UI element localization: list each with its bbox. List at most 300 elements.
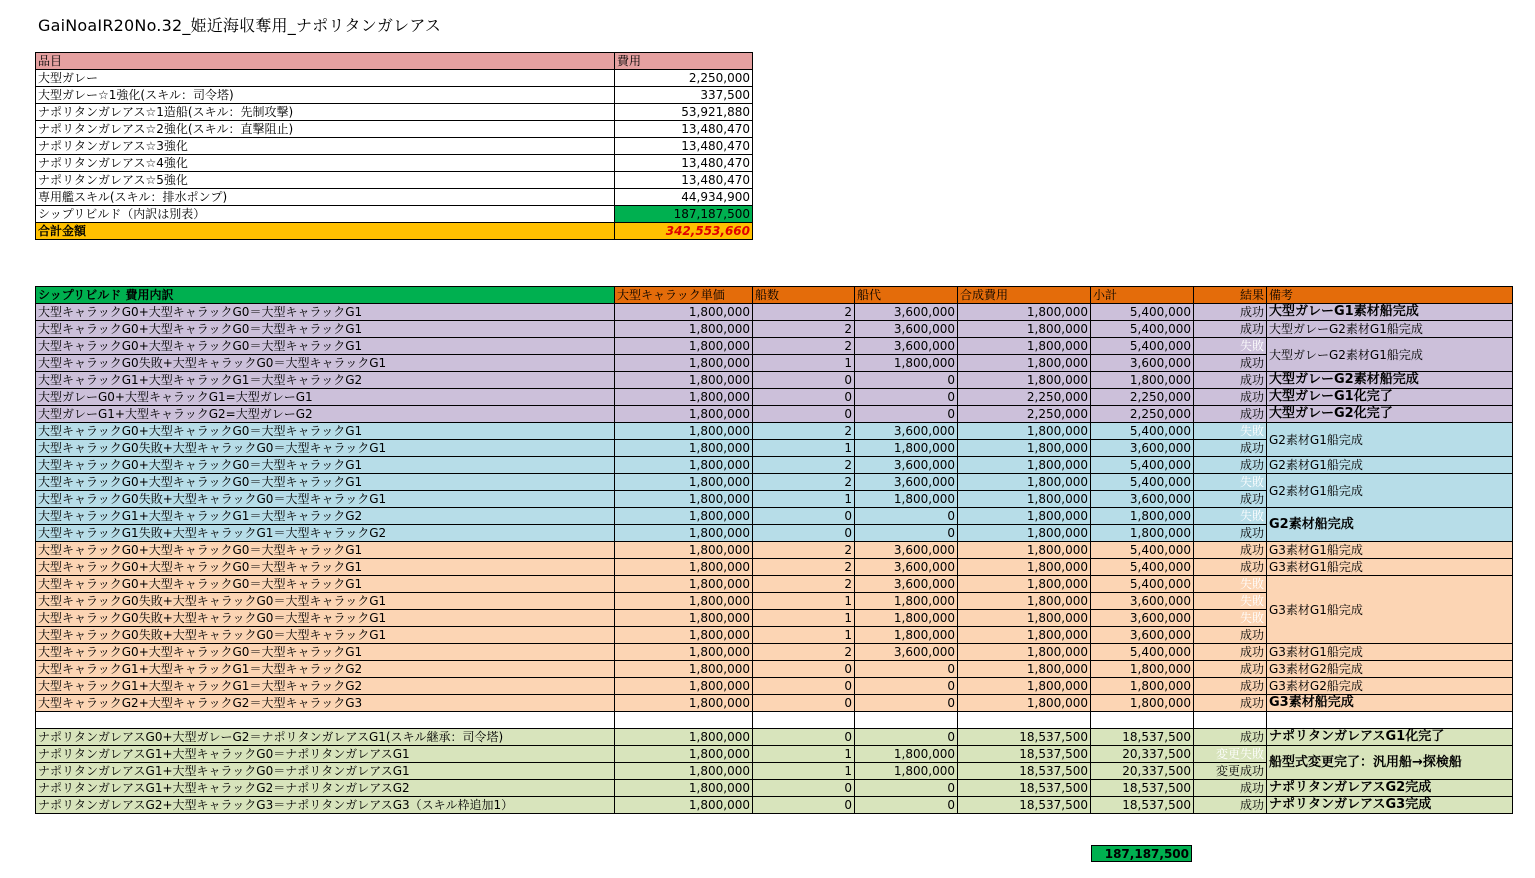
cost-row [36,206,753,223]
row-ship-cost-cell: 3,600,000 [855,304,958,321]
rebuild-row [36,389,1513,406]
row-subtotal-cell: 5,400,000 [1091,542,1194,559]
row-note-cell: G2素材船完成 [1267,508,1513,542]
row-desc-cell: 大型キャラックG2+大型キャラックG2＝大型キャラックG3 [36,695,615,712]
rebuild-row [36,780,1513,797]
row-synth-cost-cell: 1,800,000 [958,576,1091,593]
cost-value-cell: 13,480,470 [615,172,753,189]
row-ship-count-cell: 1 [753,746,855,763]
row-ship-cost-cell: 3,600,000 [855,576,958,593]
row-desc-cell: 大型ガレーG0+大型キャラックG1=大型ガレーG1 [36,389,615,406]
cost-value-cell: 187,187,500 [615,206,753,223]
row-synth-cost-cell: 1,800,000 [958,627,1091,644]
row-synth-cost-cell: 1,800,000 [958,559,1091,576]
header-result: 結果 [1194,287,1267,304]
row-unit-price-cell: 1,800,000 [615,542,753,559]
row-subtotal-cell: 20,337,500 [1091,763,1194,780]
row-ship-count-cell: 2 [753,644,855,661]
row-synth-cost-cell: 1,800,000 [958,610,1091,627]
cost-row [36,155,753,172]
row-note-cell: G3素材G2船完成 [1267,661,1513,678]
rebuild-row [36,576,1513,593]
cost-row [36,121,753,138]
row-subtotal-cell: 2,250,000 [1091,406,1194,423]
row-ship-cost-cell: 0 [855,695,958,712]
header-synth-cost: 合成費用 [958,287,1091,304]
row-ship-count-cell: 0 [753,525,855,542]
rebuild-row [36,542,1513,559]
cost-value-cell: 13,480,470 [615,138,753,155]
row-desc-cell: 大型キャラックG0+大型キャラックG0＝大型キャラックG1 [36,644,615,661]
row-ship-count-cell: 2 [753,304,855,321]
row-ship-cost-cell: 1,800,000 [855,763,958,780]
cost-value-cell: 337,500 [615,87,753,104]
row-subtotal-cell: 2,250,000 [1091,389,1194,406]
row-note-cell: G3素材G1船完成 [1267,542,1513,559]
row-synth-cost-cell: 1,800,000 [958,661,1091,678]
row-desc-cell: 大型キャラックG0失敗+大型キャラックG0＝大型キャラックG1 [36,593,615,610]
row-note-cell: G3素材G2船完成 [1267,678,1513,695]
row-result-cell: 成功 [1194,695,1267,712]
row-result-cell: 成功 [1194,304,1267,321]
row-result-cell: 失敗 [1194,593,1267,610]
row-subtotal-cell: 5,400,000 [1091,304,1194,321]
row-synth-cost-cell: 1,800,000 [958,457,1091,474]
cost-item-cell: 大型ガレー [36,70,615,87]
row-note-cell: ナポリタンガレアスG3完成 [1267,797,1513,814]
row-synth-cost-cell: 1,800,000 [958,525,1091,542]
row-note-cell: G2素材G1船完成 [1267,423,1513,457]
row-synth-cost-cell: 1,800,000 [958,678,1091,695]
row-synth-cost-cell: 18,537,500 [958,797,1091,814]
row-ship-count-cell: 2 [753,576,855,593]
row-ship-count-cell: 2 [753,559,855,576]
row-result-cell: 成功 [1194,661,1267,678]
row-unit-price-cell [615,712,753,729]
row-ship-cost-cell: 1,800,000 [855,440,958,457]
cost-total-row [36,223,753,240]
row-ship-cost-cell [855,712,958,729]
row-subtotal-cell: 5,400,000 [1091,576,1194,593]
row-result-cell: 成功 [1194,797,1267,814]
row-synth-cost-cell: 1,800,000 [958,338,1091,355]
row-desc-cell: 大型キャラックG1+大型キャラックG1＝大型キャラックG2 [36,661,615,678]
row-ship-count-cell: 0 [753,729,855,746]
row-unit-price-cell: 1,800,000 [615,525,753,542]
row-desc-cell: ナポリタンガレアスG1+大型キャラックG0＝ナポリタンガレアスG1 [36,763,615,780]
row-synth-cost-cell: 1,800,000 [958,321,1091,338]
row-ship-count-cell: 1 [753,440,855,457]
row-result-cell: 成功 [1194,389,1267,406]
row-note-cell: 大型ガレーG1化完了 [1267,389,1513,406]
rebuild-row [36,457,1513,474]
row-subtotal-cell: 1,800,000 [1091,661,1194,678]
header-note: 備考 [1267,287,1513,304]
row-desc-cell: 大型キャラックG0+大型キャラックG0＝大型キャラックG1 [36,474,615,491]
rebuild-row [36,559,1513,576]
row-ship-count-cell: 0 [753,780,855,797]
row-subtotal-cell [1091,712,1194,729]
row-subtotal-cell: 5,400,000 [1091,474,1194,491]
row-unit-price-cell: 1,800,000 [615,780,753,797]
row-note-cell: 船型式変更完了：汎用船→探検船 [1267,746,1513,780]
row-unit-price-cell: 1,800,000 [615,423,753,440]
row-ship-cost-cell: 0 [855,797,958,814]
row-subtotal-cell: 3,600,000 [1091,440,1194,457]
row-unit-price-cell: 1,800,000 [615,746,753,763]
cost-row [36,104,753,121]
row-unit-price-cell: 1,800,000 [615,389,753,406]
rebuild-row [36,338,1513,355]
row-result-cell: 変更成功 [1194,763,1267,780]
row-note-cell: 大型ガレーG2化完了 [1267,406,1513,423]
row-unit-price-cell: 1,800,000 [615,355,753,372]
row-ship-cost-cell: 0 [855,661,958,678]
row-ship-count-cell: 0 [753,372,855,389]
row-ship-cost-cell: 1,800,000 [855,593,958,610]
row-note-cell: ナポリタンガレアスG1化完了 [1267,729,1513,746]
row-synth-cost-cell: 1,800,000 [958,695,1091,712]
row-synth-cost-cell: 18,537,500 [958,763,1091,780]
row-synth-cost-cell [958,712,1091,729]
row-unit-price-cell: 1,800,000 [615,678,753,695]
header-unit-price: 大型キャラック単価 [615,287,753,304]
row-result-cell: 成功 [1194,321,1267,338]
row-unit-price-cell: 1,800,000 [615,593,753,610]
cost-value-cell: 44,934,900 [615,189,753,206]
row-ship-count-cell: 1 [753,593,855,610]
row-result-cell: 成功 [1194,406,1267,423]
row-ship-count-cell: 1 [753,627,855,644]
cost-item-cell: 大型ガレー☆1強化(スキル：司令塔) [36,87,615,104]
cost-item-cell: ナポリタンガレアス☆4強化 [36,155,615,172]
row-subtotal-cell: 18,537,500 [1091,797,1194,814]
row-subtotal-cell: 3,600,000 [1091,593,1194,610]
row-synth-cost-cell: 1,800,000 [958,593,1091,610]
rebuild-breakdown-table [35,286,1513,814]
row-note-cell: G3素材船完成 [1267,695,1513,712]
row-desc-cell: ナポリタンガレアスG2+大型キャラックG3＝ナポリタンガレアスG3（スキル枠追加1） [36,797,615,814]
row-unit-price-cell: 1,800,000 [615,508,753,525]
row-result-cell: 失敗 [1194,576,1267,593]
row-result-cell: 成功 [1194,457,1267,474]
rebuild-row [36,797,1513,814]
row-synth-cost-cell: 1,800,000 [958,508,1091,525]
row-unit-price-cell: 1,800,000 [615,321,753,338]
row-desc-cell: 大型キャラックG1+大型キャラックG1＝大型キャラックG2 [36,678,615,695]
row-subtotal-cell: 5,400,000 [1091,338,1194,355]
row-synth-cost-cell: 1,800,000 [958,491,1091,508]
row-subtotal-cell: 5,400,000 [1091,321,1194,338]
cost-row [36,138,753,155]
rebuild-row [36,729,1513,746]
rebuild-row [36,304,1513,321]
row-unit-price-cell: 1,800,000 [615,372,753,389]
row-unit-price-cell: 1,800,000 [615,338,753,355]
row-ship-cost-cell: 0 [855,525,958,542]
row-note-cell [1267,712,1513,729]
row-subtotal-cell: 3,600,000 [1091,627,1194,644]
row-subtotal-cell: 5,400,000 [1091,644,1194,661]
row-unit-price-cell: 1,800,000 [615,627,753,644]
row-desc-cell: 大型キャラックG0+大型キャラックG0＝大型キャラックG1 [36,321,615,338]
row-subtotal-cell: 5,400,000 [1091,559,1194,576]
row-unit-price-cell: 1,800,000 [615,695,753,712]
row-ship-cost-cell: 0 [855,389,958,406]
row-desc-cell: 大型キャラックG0失敗+大型キャラックG0＝大型キャラックG1 [36,627,615,644]
header-subtotal: 小計 [1091,287,1194,304]
row-desc-cell: ナポリタンガレアスG1+大型キャラックG2＝ナポリタンガレアスG2 [36,780,615,797]
cost-value-cell: 13,480,470 [615,155,753,172]
row-ship-cost-cell: 1,800,000 [855,746,958,763]
row-unit-price-cell: 1,800,000 [615,729,753,746]
header-cost: 費用 [615,53,753,70]
row-ship-count-cell: 2 [753,338,855,355]
row-unit-price-cell: 1,800,000 [615,491,753,508]
row-unit-price-cell: 1,800,000 [615,644,753,661]
cost-item-cell: シップリビルド（内訳は別表） [36,206,615,223]
row-synth-cost-cell: 1,800,000 [958,355,1091,372]
row-result-cell: 失敗 [1194,338,1267,355]
row-ship-cost-cell: 1,800,000 [855,491,958,508]
row-subtotal-cell: 18,537,500 [1091,780,1194,797]
row-unit-price-cell: 1,800,000 [615,763,753,780]
cost-row [36,172,753,189]
row-synth-cost-cell: 1,800,000 [958,542,1091,559]
row-desc-cell: 大型キャラックG0+大型キャラックG0＝大型キャラックG1 [36,338,615,355]
rebuild-header-row [36,287,1513,304]
row-note-cell: G2素材G1船完成 [1267,474,1513,508]
row-synth-cost-cell: 1,800,000 [958,372,1091,389]
cost-header-row [36,53,753,70]
row-note-cell: G3素材G1船完成 [1267,576,1513,644]
row-desc-cell [36,712,615,729]
row-note-cell: G3素材G1船完成 [1267,644,1513,661]
row-ship-count-cell: 0 [753,695,855,712]
row-ship-count-cell: 1 [753,763,855,780]
row-ship-count-cell: 2 [753,423,855,440]
row-result-cell: 成功 [1194,440,1267,457]
row-note-cell: G3素材G1船完成 [1267,559,1513,576]
row-ship-count-cell: 0 [753,678,855,695]
cost-value-cell: 53,921,880 [615,104,753,121]
row-unit-price-cell: 1,800,000 [615,797,753,814]
row-desc-cell: ナポリタンガレアスG0+大型ガレーG2＝ナポリタンガレアスG1(スキル継承：司令塔) [36,729,615,746]
cost-item-cell: ナポリタンガレアス☆5強化 [36,172,615,189]
row-desc-cell: 大型キャラックG0+大型キャラックG0＝大型キャラックG1 [36,576,615,593]
row-ship-count-cell: 2 [753,474,855,491]
row-ship-count-cell: 1 [753,610,855,627]
row-desc-cell: 大型キャラックG1+大型キャラックG1＝大型キャラックG2 [36,508,615,525]
row-unit-price-cell: 1,800,000 [615,610,753,627]
grand-total-cell: 187,187,500 [1091,845,1192,862]
row-result-cell: 成功 [1194,780,1267,797]
row-subtotal-cell: 3,600,000 [1091,610,1194,627]
row-ship-count-cell: 0 [753,661,855,678]
row-result-cell: 成功 [1194,525,1267,542]
row-result-cell: 失敗 [1194,508,1267,525]
row-result-cell: 成功 [1194,678,1267,695]
row-note-cell: ナポリタンガレアスG2完成 [1267,780,1513,797]
row-desc-cell: ナポリタンガレアスG1+大型キャラックG0＝ナポリタンガレアスG1 [36,746,615,763]
row-subtotal-cell: 3,600,000 [1091,355,1194,372]
rebuild-row [36,661,1513,678]
header-item: 品目 [36,53,615,70]
row-synth-cost-cell: 1,800,000 [958,304,1091,321]
row-ship-cost-cell: 3,600,000 [855,542,958,559]
row-desc-cell: 大型キャラックG0失敗+大型キャラックG0＝大型キャラックG1 [36,491,615,508]
row-ship-cost-cell: 3,600,000 [855,559,958,576]
row-result-cell: 成功 [1194,644,1267,661]
rebuild-row [36,508,1513,525]
row-unit-price-cell: 1,800,000 [615,474,753,491]
row-result-cell: 失敗 [1194,610,1267,627]
row-synth-cost-cell: 2,250,000 [958,406,1091,423]
row-subtotal-cell: 5,400,000 [1091,423,1194,440]
row-ship-cost-cell: 3,600,000 [855,644,958,661]
total-label: 合計金額 [36,223,615,240]
row-ship-cost-cell: 1,800,000 [855,627,958,644]
row-unit-price-cell: 1,800,000 [615,406,753,423]
cost-item-cell: 専用艦スキル(スキル：排水ポンプ) [36,189,615,206]
rebuild-row [36,474,1513,491]
rebuild-row [36,746,1513,763]
row-desc-cell: 大型ガレーG1+大型キャラックG2=大型ガレーG2 [36,406,615,423]
cost-item-cell: ナポリタンガレアス☆2強化(スキル：直撃阻止) [36,121,615,138]
row-result-cell: 成功 [1194,491,1267,508]
row-ship-count-cell: 2 [753,321,855,338]
row-subtotal-cell: 18,537,500 [1091,729,1194,746]
rebuild-row [36,678,1513,695]
rebuild-row [36,372,1513,389]
row-synth-cost-cell: 1,800,000 [958,644,1091,661]
header-rebuild-title: シップリビルド 費用内訳 [36,287,615,304]
row-unit-price-cell: 1,800,000 [615,661,753,678]
row-desc-cell: 大型キャラックG0失敗+大型キャラックG0＝大型キャラックG1 [36,440,615,457]
row-subtotal-cell: 1,800,000 [1091,678,1194,695]
row-unit-price-cell: 1,800,000 [615,559,753,576]
row-ship-count-cell: 0 [753,389,855,406]
row-ship-count-cell: 0 [753,406,855,423]
row-result-cell: 成功 [1194,542,1267,559]
row-desc-cell: 大型キャラックG1失敗+大型キャラックG1＝大型キャラックG2 [36,525,615,542]
row-synth-cost-cell: 1,800,000 [958,423,1091,440]
row-ship-count-cell: 0 [753,797,855,814]
row-unit-price-cell: 1,800,000 [615,457,753,474]
row-desc-cell: 大型キャラックG0+大型キャラックG0＝大型キャラックG1 [36,423,615,440]
row-subtotal-cell: 1,800,000 [1091,508,1194,525]
cost-item-cell: ナポリタンガレアス☆1造船(スキル：先制攻撃) [36,104,615,121]
row-result-cell: 成功 [1194,372,1267,389]
row-ship-cost-cell: 3,600,000 [855,457,958,474]
row-ship-cost-cell: 0 [855,372,958,389]
row-ship-cost-cell: 3,600,000 [855,474,958,491]
row-synth-cost-cell: 1,800,000 [958,474,1091,491]
row-ship-count-cell: 2 [753,457,855,474]
row-note-cell: 大型ガレーG2素材船完成 [1267,372,1513,389]
cost-value-cell: 2,250,000 [615,70,753,87]
rebuild-row [36,321,1513,338]
row-unit-price-cell: 1,800,000 [615,304,753,321]
rebuild-row [36,695,1513,712]
row-synth-cost-cell: 18,537,500 [958,729,1091,746]
row-result-cell: 成功 [1194,627,1267,644]
cost-item-cell: ナポリタンガレアス☆3強化 [36,138,615,155]
row-ship-count-cell: 1 [753,355,855,372]
cost-row [36,70,753,87]
row-result-cell: 変更失敗 [1194,746,1267,763]
rebuild-row [36,406,1513,423]
row-subtotal-cell: 5,400,000 [1091,457,1194,474]
row-ship-cost-cell: 3,600,000 [855,423,958,440]
row-desc-cell: 大型キャラックG0失敗+大型キャラックG0＝大型キャラックG1 [36,610,615,627]
rebuild-row [36,712,1513,729]
row-synth-cost-cell: 18,537,500 [958,780,1091,797]
row-result-cell [1194,712,1267,729]
row-desc-cell: 大型キャラックG1+大型キャラックG1＝大型キャラックG2 [36,372,615,389]
row-ship-cost-cell: 1,800,000 [855,355,958,372]
row-result-cell: 成功 [1194,559,1267,576]
row-note-cell: 大型ガレーG2素材G1船完成 [1267,321,1513,338]
row-synth-cost-cell: 18,537,500 [958,746,1091,763]
cost-value-cell: 13,480,470 [615,121,753,138]
row-subtotal-cell: 1,800,000 [1091,372,1194,389]
row-synth-cost-cell: 1,800,000 [958,440,1091,457]
row-unit-price-cell: 1,800,000 [615,576,753,593]
row-result-cell: 失敗 [1194,474,1267,491]
row-subtotal-cell: 1,800,000 [1091,695,1194,712]
row-result-cell: 成功 [1194,355,1267,372]
row-ship-count-cell [753,712,855,729]
row-subtotal-cell: 3,600,000 [1091,491,1194,508]
row-desc-cell: 大型キャラックG0+大型キャラックG0＝大型キャラックG1 [36,457,615,474]
row-subtotal-cell: 1,800,000 [1091,525,1194,542]
row-note-cell: G2素材G1船完成 [1267,457,1513,474]
rebuild-row [36,644,1513,661]
row-result-cell: 成功 [1194,729,1267,746]
cost-summary-table [35,52,753,240]
row-ship-cost-cell: 0 [855,729,958,746]
row-unit-price-cell: 1,800,000 [615,440,753,457]
row-ship-cost-cell: 0 [855,508,958,525]
row-ship-cost-cell: 0 [855,780,958,797]
row-ship-count-cell: 2 [753,542,855,559]
cost-row [36,189,753,206]
row-result-cell: 失敗 [1194,423,1267,440]
row-desc-cell: 大型キャラックG0失敗+大型キャラックG0＝大型キャラックG1 [36,355,615,372]
row-note-cell: 大型ガレーG2素材G1船完成 [1267,338,1513,372]
cost-row [36,87,753,104]
row-desc-cell: 大型キャラックG0+大型キャラックG0＝大型キャラックG1 [36,304,615,321]
row-synth-cost-cell: 2,250,000 [958,389,1091,406]
row-ship-cost-cell: 3,600,000 [855,338,958,355]
sheet-title: GaiNoaIR20No.32_姫近海収奪用_ナポリタンガレアス [38,16,442,35]
row-ship-cost-cell: 0 [855,406,958,423]
row-ship-cost-cell: 3,600,000 [855,321,958,338]
row-ship-count-cell: 0 [753,508,855,525]
row-ship-cost-cell: 1,800,000 [855,610,958,627]
header-ship-cost: 船代 [855,287,958,304]
total-value: 342,553,660 [615,223,753,240]
row-desc-cell: 大型キャラックG0+大型キャラックG0＝大型キャラックG1 [36,542,615,559]
header-ship-count: 船数 [753,287,855,304]
row-subtotal-cell: 20,337,500 [1091,746,1194,763]
row-desc-cell: 大型キャラックG0+大型キャラックG0＝大型キャラックG1 [36,559,615,576]
row-ship-cost-cell: 0 [855,678,958,695]
row-note-cell: 大型ガレーG1素材船完成 [1267,304,1513,321]
rebuild-row [36,423,1513,440]
row-ship-count-cell: 1 [753,491,855,508]
